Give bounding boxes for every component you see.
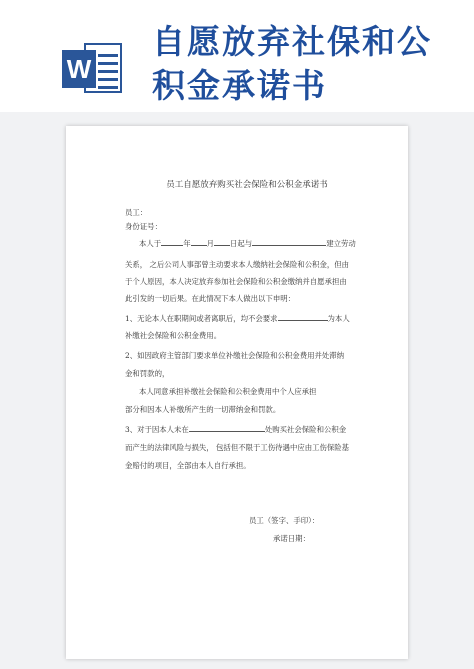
item-2-line-1: 2、如因政府主管部门要求单位补缴社会保险和公积金费用并处滞纳: [125, 351, 345, 360]
paragraph-1-line-3: 于个人原因，本人决定放弃参加社会保险和公积金缴纳并自愿承担由: [125, 277, 347, 286]
signature-label: 员工（签字、手印）：: [249, 516, 320, 525]
item-2-line-2: 金和罚款的，: [125, 369, 170, 378]
header-banner: [0, 0, 474, 112]
page-title-line1: 自愿放弃社保和公: [152, 22, 432, 61]
employee-label: 员工：: [125, 208, 148, 217]
item-3-line-2: 而产生的法律风险与损失， 包括但不限于工伤待遇中应由工伤保险基: [125, 443, 350, 452]
item-3-line-1: 3、对于因本人未在 处购买社会保险和公积金: [125, 425, 347, 434]
paragraph-1-line-4: 此引发的一切后果。在此情况下本人做出以下申明：: [125, 294, 295, 303]
item-3-line-3: 金赔付的项目，全部由本人自行承担。: [125, 461, 251, 470]
item-1-line-1: 1、无论本人在职期间或者离职后，均不会要求 为本人: [125, 314, 350, 323]
page-title: [152, 20, 452, 108]
id-number-label: 身份证号：: [125, 222, 162, 231]
commitment-date-label: 承诺日期：: [273, 534, 310, 543]
paragraph-1-line-2: 关系， 之后公司人事部曾主动要求本人缴纳社会保险和公积金，但由: [125, 260, 350, 269]
item-2-line-4: 部分和因本人补缴所产生的一切滞纳金和罚款。: [125, 405, 281, 414]
item-2-line-3: 本人同意承担补缴社会保险和公积金费用中个人应承担: [139, 387, 317, 396]
word-badge: W: [62, 50, 96, 88]
item-1-line-2: 补缴社会保险和公积金费用。: [125, 331, 222, 340]
document-title: 员工自愿放弃购买社会保险和公积金承诺书: [166, 180, 328, 190]
word-document-icon: [62, 40, 128, 98]
paragraph-1-line-1: 本人于 年 月 日起与 建立劳动: [139, 239, 356, 248]
document-page: [66, 126, 408, 659]
page-title-line2: 积金承诺书: [152, 66, 327, 105]
